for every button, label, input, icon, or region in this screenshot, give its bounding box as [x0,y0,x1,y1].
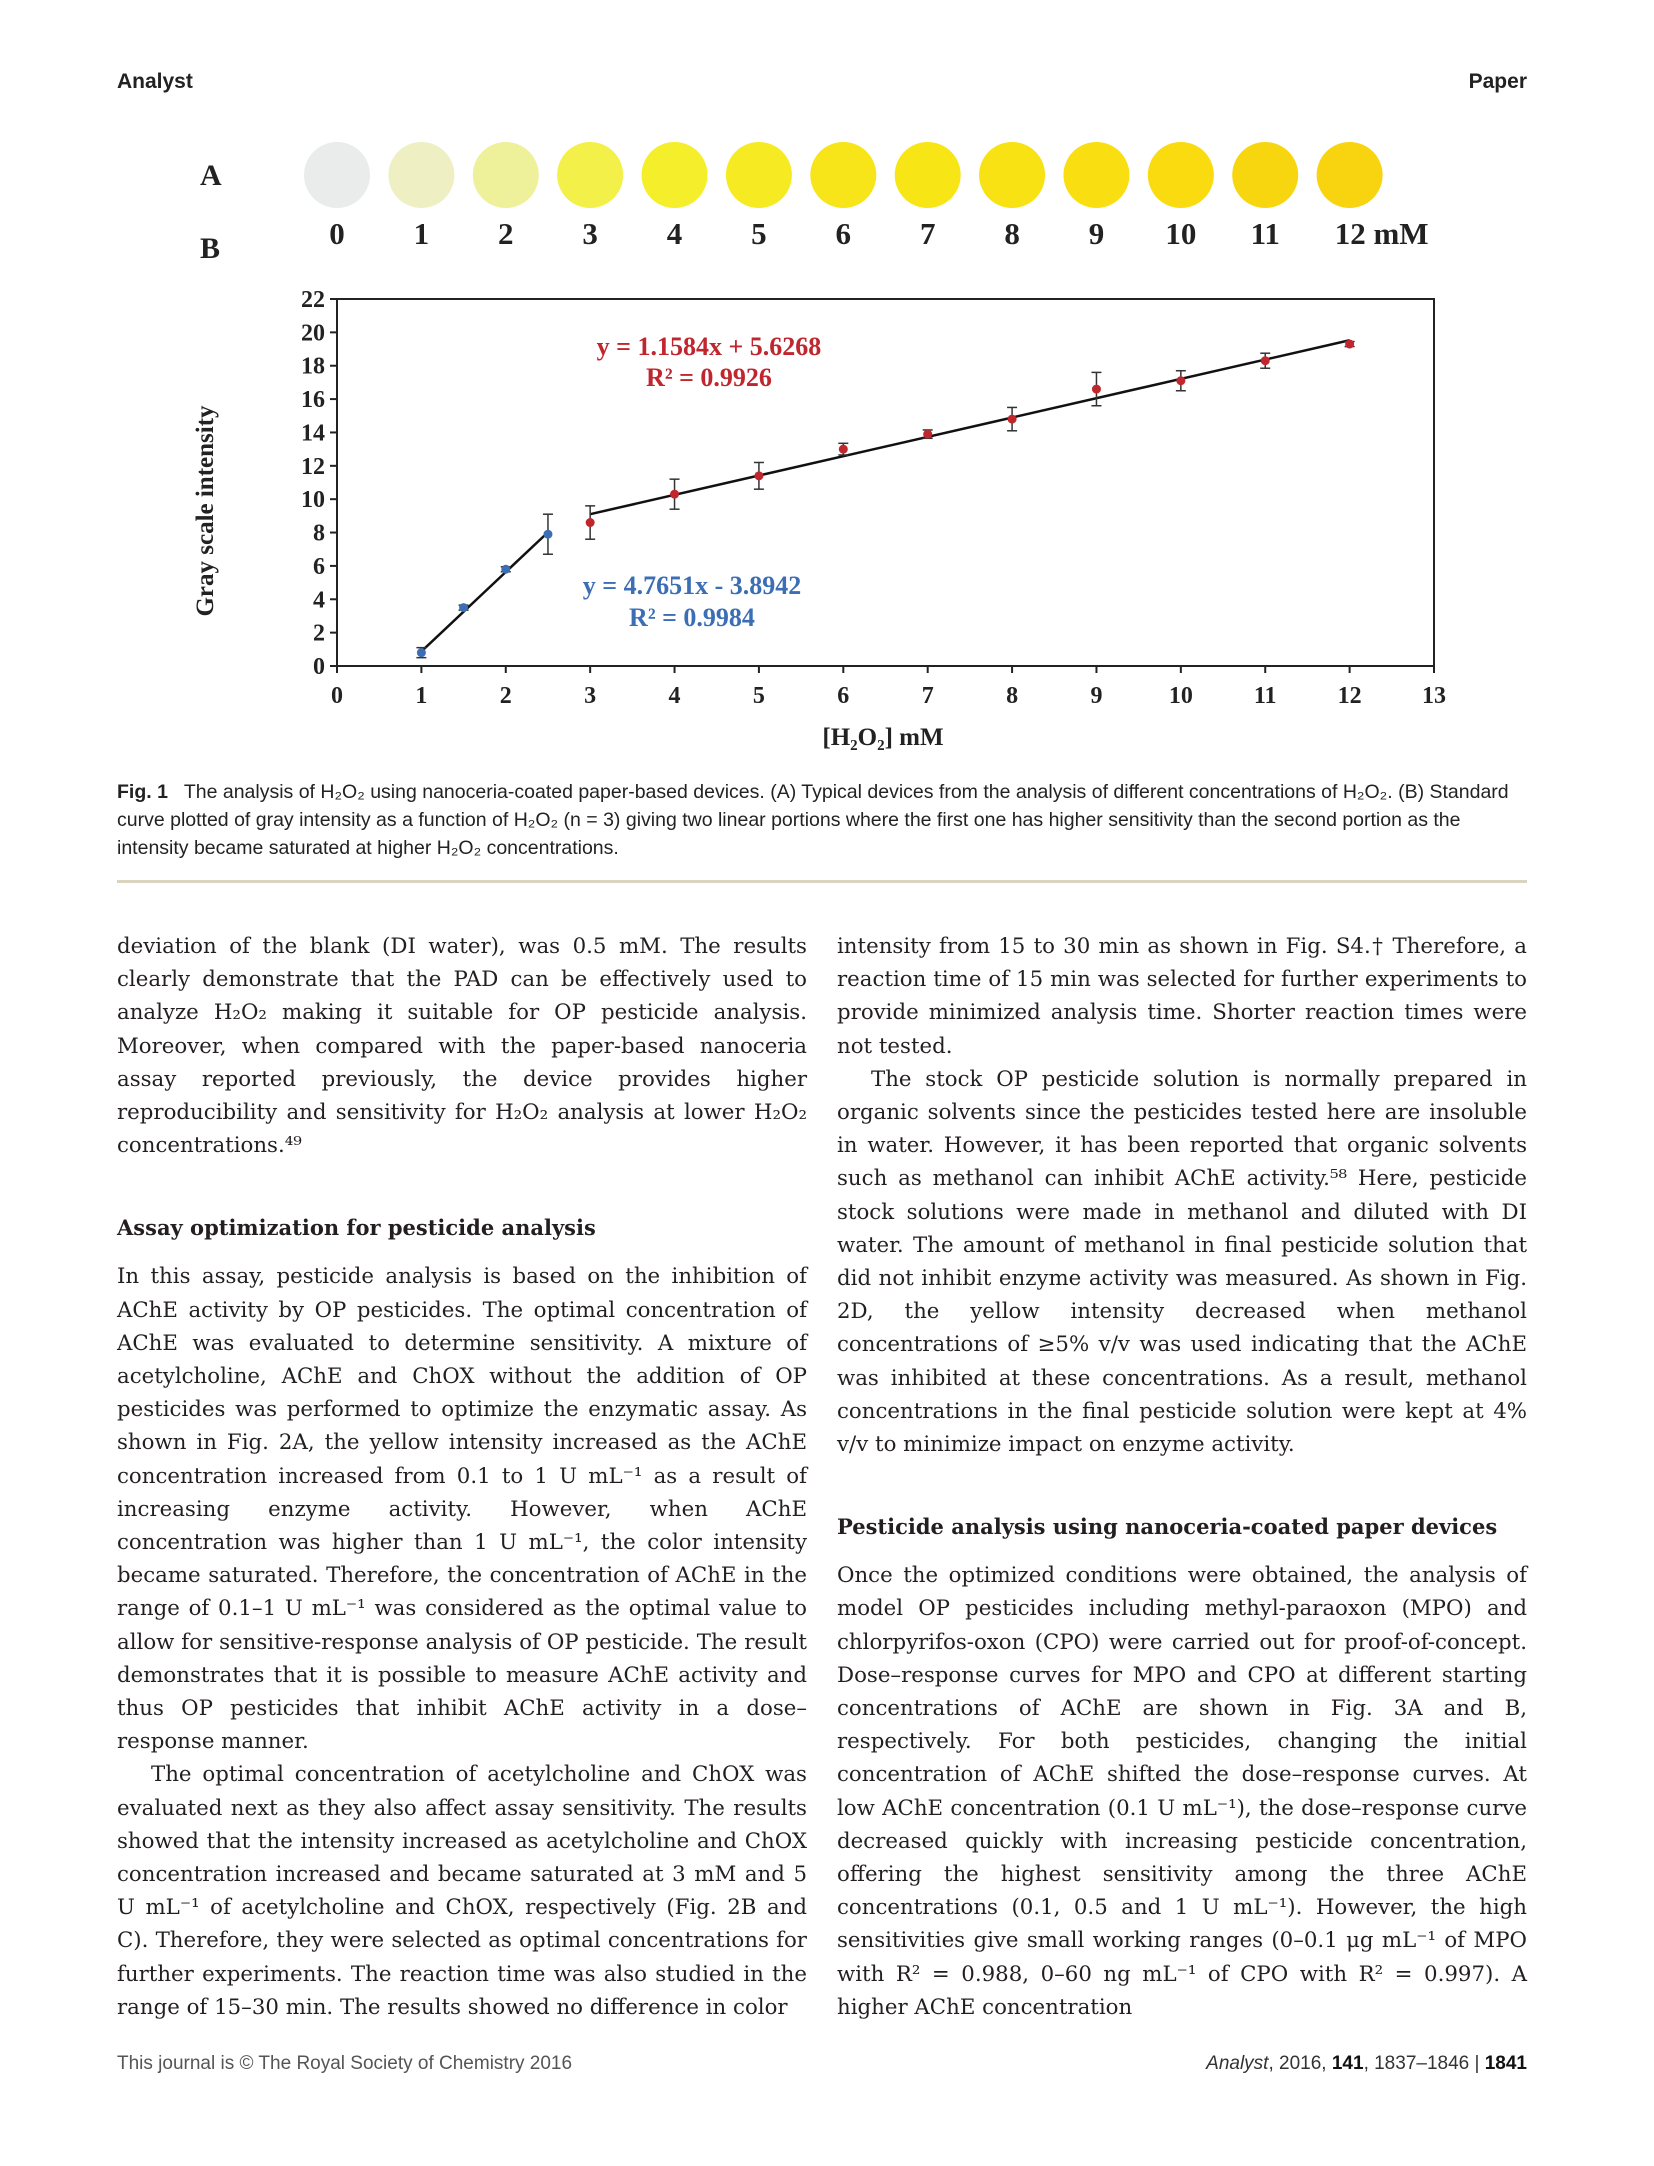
y-tick-label: 8 [313,520,325,547]
device-spot [895,142,961,208]
device-spot [1063,142,1129,208]
plot-frame [337,299,1434,666]
x-tick-label: 1 [415,683,428,709]
data-point [839,445,848,454]
fit-line [421,532,548,651]
device-concentration-labels [329,216,1428,251]
device-spot [810,142,876,208]
x-tick-label: 6 [837,683,850,709]
data-point [1092,385,1101,394]
data-point [1261,356,1270,365]
device-concentration-label: 5 [751,216,767,251]
figure-1-graphic [117,120,1527,775]
journal-name: Analyst [117,70,193,93]
paragraph: intensity from 15 to 30 min as shown in Fig. S4.† Therefore, a reaction time of 15 min was selected for further experiments to provide minimized analysis time. Shorter reaction times were not tested. [837,934,1527,1059]
fit-r2-high: R² = 0.9926 [646,363,772,392]
y-tick-label: 16 [301,387,325,414]
citation-footer [1206,2053,1527,2075]
paragraph: In this assay, pesticide analysis is based on the inhibition of AChE activity by OP pesticides. The optimal concentration of AChE was evaluated to determine sensitivity. A mixture of acetylcholine, AChE and ChOX without the addition of OP pesticides was performed to optimize the enzymatic assay. As shown in Fig. 2A, the yellow intensity increased as the AChE concentration increased from 0.1 to 1 U mL⁻¹ as a result of increasing enzyme activity. However, when AChE concentration was higher than 1 U mL⁻¹, the color intensity became saturated. Therefore, the concentration of AChE in the range of 0.1–1 U mL⁻¹ was considered as the optimal value to allow for sensitive-response analysis of OP pesticide. The result demonstrates that it is possible to measure AChE activity and thus OP pesticides that inhibit AChE activity in a dose–response manner. [117,1264,807,1755]
paragraph: The optimal concentration of acetylcholine and ChOX was evaluated next as they also affect assay sensitivity. The results showed that the intensity increased as acetylcholine and ChOX concentration increased and became saturated at 3 mM and 5 U mL⁻¹ of acetylcholine and ChOX, respectively (Fig. 2B and C). Therefore, they were selected as optimal concentrations for further experiments. The reaction time was also studied in the range of 15–30 min. The results showed no difference in color [117,1762,807,2020]
fit-equation-high: y = 1.1584x + 5.6268 [596,332,822,361]
data-point [923,430,932,439]
y-tick-label: 4 [313,587,325,614]
page-number: 1841 [1484,2053,1527,2074]
device-concentration-label: 7 [919,216,936,251]
x-tick-label: 10 [1168,683,1193,709]
right-column [837,930,1527,2024]
device-spot [979,142,1045,208]
data-point [754,471,763,480]
x-tick-label: 13 [1422,683,1446,709]
device-spot [642,142,708,208]
x-tick-label: 9 [1090,683,1103,709]
y-tick-label: 22 [301,287,325,313]
paragraph: deviation of the blank (DI water), was 0.5 mM. The results clearly demonstrate that the PAD can be effectively used to analyze H₂O₂ making it suitable for OP pesticide analysis. Moreover, when compared with the paper-based nanoceria assay reported previously, the device provides higher reproducibility and sensitivity for H₂O₂ analysis at lower H₂O₂ concentrations.⁴⁹ [117,934,807,1159]
x-tick-label: 3 [584,683,597,709]
y-tick-label: 2 [313,620,325,647]
standard-curve-plot [301,287,1446,709]
citation-journal: Analyst [1206,2053,1269,2074]
device-concentration-label: 11 [1250,216,1280,251]
copyright-notice: This journal is © The Royal Society of Chemistry 2016 [117,2053,573,2074]
data-point [1008,415,1017,424]
panel-a-label: A [200,159,222,192]
y-axis-title: Gray scale intensity [192,405,219,617]
y-tick-label: 6 [313,553,325,580]
figure-caption [117,778,1527,862]
x-tick-label: 11 [1253,683,1277,709]
citation-pages: , 1837–1846 | [1363,2053,1485,2074]
data-point [459,603,468,612]
data-point [543,530,552,539]
x-tick-label: 12 [1337,683,1362,709]
y-tick-label: 0 [313,654,325,680]
device-spot [1317,142,1383,208]
figure-1 [117,120,1527,775]
section-heading: Pesticide analysis using nanoceria-coated paper devices [837,1514,1498,1540]
device-row [304,142,1383,208]
device-concentration-label: 3 [582,216,598,251]
device-spot [1148,142,1214,208]
figure-label: Fig. 1 [117,781,168,803]
fit-r2-low: R² = 0.9984 [629,603,755,632]
left-column [117,930,807,2024]
x-tick-label: 7 [921,683,934,709]
citation-volume: 141 [1331,2053,1364,2074]
y-tick-label: 12 [301,453,325,480]
device-concentration-label: 10 [1165,216,1197,251]
article-type: Paper [1468,70,1527,93]
data-point [417,648,426,657]
panel-b-label: B [200,232,221,265]
device-concentration-label: 12 mM [1334,216,1429,251]
device-concentration-label: 6 [835,216,852,251]
device-spot [557,142,623,208]
device-concentration-label: 0 [329,216,345,251]
device-spot [473,142,539,208]
caption-text: The analysis of H₂O₂ using nanoceria-coated paper-based devices. (A) Typical devices from the analysis of different concentrations of H₂O₂. (B) Standard curve plotted of gray intensity as a function of H₂O₂ (n = 3) giving two linear portions where the first one has higher sensitivity than the second portion as the intensity became saturated at higher H₂O₂ concentrations. [117,781,1509,859]
y-tick-label: 18 [301,353,325,380]
device-spot [726,142,792,208]
data-point [586,518,595,527]
device-concentration-label: 9 [1088,216,1105,251]
x-tick-label: 4 [668,683,681,709]
device-spot [1232,142,1298,208]
caption-divider [117,880,1527,883]
device-concentration-label: 2 [498,216,514,251]
device-concentration-label: 4 [666,216,683,251]
paragraph: The stock OP pesticide solution is normally prepared in organic solvents since the pesticides tested here are insoluble in water. However, it has been reported that organic solvents such as methanol can inhibit AChE activity.⁵⁸ Here, pesticide stock solutions were made in methanol and diluted with DI water. The amount of methanol in final pesticide solution that did not inhibit enzyme activity was measured. As shown in Fig. 2D, the yellow intensity decreased when methanol concentrations of ≥5% v/v was used indicating that the AChE was inhibited at these concentrations. As a result, methanol concentrations in the final pesticide solution were kept at 4% v/v to minimize impact on enzyme activity. [837,1066,1527,1458]
y-tick-label: 20 [301,320,325,347]
data-point [1345,340,1354,349]
data-point [670,490,679,499]
x-axis-title: [H₂O₂] mM [822,724,944,751]
device-concentration-label: 1 [413,216,430,251]
x-tick-label: 8 [1006,683,1019,709]
device-spot [304,142,370,208]
data-point [1176,376,1185,385]
x-tick-label: 2 [499,683,512,709]
citation-year: , 2016, [1268,2053,1332,2074]
x-tick-label: 0 [331,683,343,709]
y-tick-label: 14 [301,420,325,447]
section-heading: Assay optimization for pesticide analysis [117,1215,596,1241]
y-tick-label: 10 [301,487,325,514]
device-concentration-label: 8 [1004,216,1020,251]
device-spot [388,142,454,208]
fit-equation-low: y = 4.7651x - 3.8942 [582,571,802,600]
x-tick-label: 5 [752,683,765,709]
paragraph: Once the optimized conditions were obtained, the analysis of model OP pesticides including methyl-paraoxon (MPO) and chlorpyrifos-oxon (CPO) were carried out for proof-of-concept. Dose–response curves for MPO and CPO at different starting concentrations of AChE are shown in Fig. 3A and B, respectively. For both pesticides, changing the initial concentration of AChE shifted the dose–response curves. At low AChE concentration (0.1 U mL⁻¹), the dose–response curve decreased quickly with increasing pesticide concentration, offering the highest sensitivity among the three AChE concentrations (0.1, 0.5 and 1 U mL⁻¹). However, the high sensitivities give small working ranges (0–0.1 μg mL⁻¹ of MPO with R² = 0.988, 0–60 ng mL⁻¹ of CPO with R² = 0.997). A higher AChE concentration [837,1563,1527,2020]
data-point [501,565,510,574]
